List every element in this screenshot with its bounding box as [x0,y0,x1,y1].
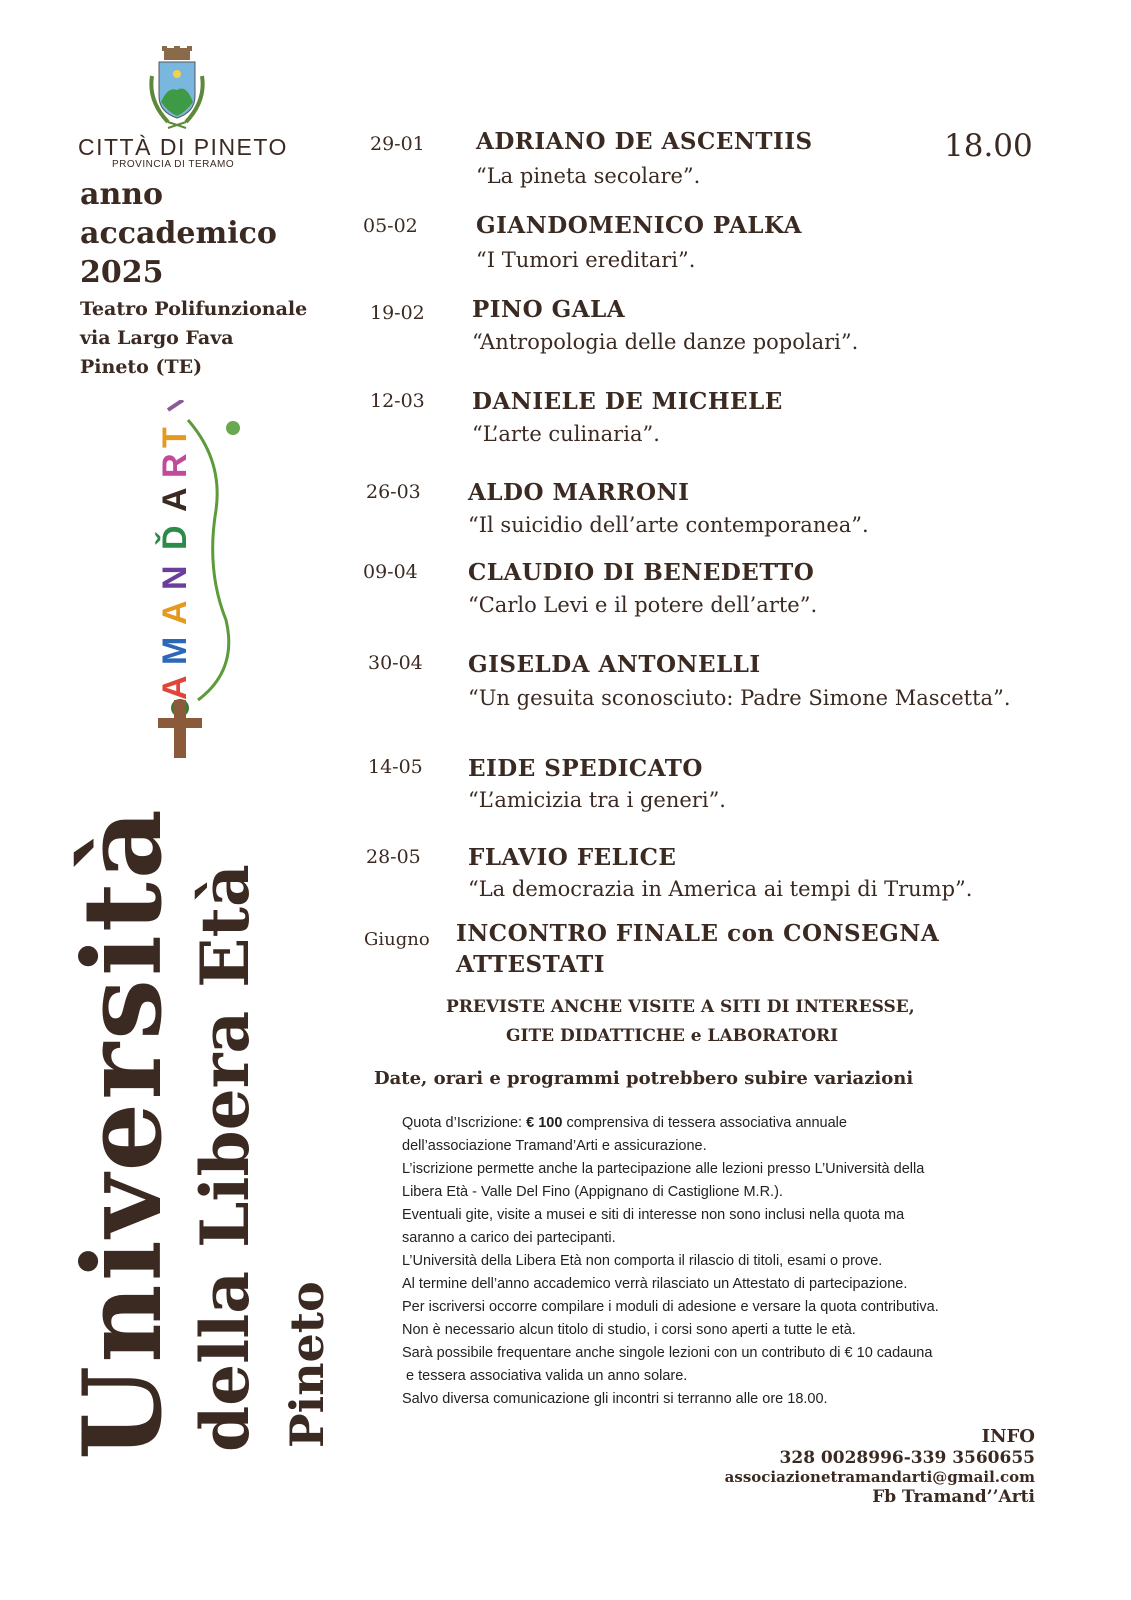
variations-note: Date, orari e programmi potrebbero subire variazioni [374,1068,914,1089]
info-line: L’Università della Libera Età non comporta il rilascio di titoli, esami o prove. [402,1253,883,1269]
info-line: Per iscriversi occorre compilare i moduli di adesione e versare la quota contributiva. [402,1299,939,1315]
lecture-speaker: ALDO MARRONI [468,479,690,506]
tramandarti-logo [128,400,250,760]
fee-prefix: Quota d’Iscrizione: [402,1115,527,1131]
lecture-topic: “Un gesuita sconosciuto: Padre Simone Mascetta”. [468,686,1011,710]
svg-text:N: N [156,565,194,590]
svg-text:A: A [156,675,194,700]
lecture-topic: “L’arte culinaria”. [472,422,660,446]
lecture-date: 30-04 [368,652,423,674]
fee-suffix: comprensiva di tessera associativa annuale [562,1115,847,1131]
info-line: Libera Età - Valle Del Fino (Appignano di Castiglione M.R.). [402,1184,783,1200]
visits-note-line-1: PREVISTE ANCHE VISITE A SITI DI INTERESSE, [446,997,915,1017]
svg-text:A: A [156,600,194,625]
lecture-speaker: PINO GALA [472,296,626,323]
final-meeting-date: Giugno [364,929,430,950]
academic-year-line-1: anno [80,177,164,212]
info-line: L’iscrizione permette anche la partecipazione alle lezioni presso L’Università della [402,1161,925,1177]
lecture-topic: “Il suicidio dell’arte contemporanea”. [468,513,869,537]
final-meeting-line-1: INCONTRO FINALE con CONSEGNA [456,920,940,947]
contact-label: INFO [981,1426,1035,1447]
contact-email[interactable]: associazionetramandarti@gmail.com [724,1468,1035,1486]
info-line: Al termine dell’anno accademico verrà rilasciato un Attestato di partecipazione. [402,1276,908,1292]
final-meeting-line-2: ATTESTATI [456,951,605,978]
svg-text:M: M [156,636,194,665]
lecture-topic: “Carlo Levi e il potere dell’arte”. [468,593,818,617]
svg-text:Ď: Ď [156,525,194,550]
province-name: PROVINCIA DI TERAMO [112,159,235,170]
lecture-date: 09-04 [363,561,418,583]
lecture-topic: “La democrazia in America ai tempi di Trump”. [468,877,973,901]
lecture-speaker: ADRIANO DE ASCENTIIS [476,128,813,155]
lecture-topic: “I Tumori ereditari”. [476,248,696,272]
svg-text:A: A [156,487,194,512]
lecture-date: 26-03 [366,481,421,503]
lecture-topic: “La pineta secolare”. [476,164,701,188]
info-line: e tessera associativa valida un anno solare. [402,1368,688,1384]
contact-facebook[interactable]: Fb Tramand’’Arti [872,1487,1035,1507]
info-line: Salvo diversa comunicazione gli incontri si terranno alle ore 18.00. [402,1391,828,1407]
lecture-date: 12-03 [370,390,425,412]
lecture-speaker: FLAVIO FELICE [468,844,677,871]
lecture-speaker: CLAUDIO DI BENEDETTO [468,559,815,586]
svg-text:R: R [156,453,194,478]
title-della-libera-eta: della Libera Età [186,864,264,1452]
lecture-speaker: GIANDOMENICO PALKA [476,212,802,239]
info-line: Eventuali gite, visite a musei e siti di interesse non sono inclusi nella quota ma [402,1207,905,1223]
lecture-topic: “L’amicizia tra i generi”. [468,788,726,812]
venue-line-3: Pineto (TE) [80,356,203,378]
svg-text:T: T [156,427,194,448]
lecture-topic: “Antropologia delle danze popolari”. [472,330,859,354]
info-line: Non è necessario alcun titolo di studio, i corsi sono aperti a tutte le età. [402,1322,856,1338]
visits-note-line-2: GITE DIDATTICHE e LABORATORI [506,1026,839,1046]
contact-phones: 328 0028996-339 3560655 [779,1448,1035,1468]
title-universita: Università [60,806,186,1460]
info-line: dell’associazione Tramand’Arti e assicurazione. [402,1138,707,1154]
lecture-time: 18.00 [944,128,1033,164]
lecture-speaker: GISELDA ANTONELLI [468,651,761,678]
fee-amount: € 100 [526,1115,563,1131]
venue-line-1: Teatro Polifunzionale [80,298,308,320]
fee-line [402,1115,847,1131]
lecture-date: 29-01 [370,133,425,155]
lecture-date: 14-05 [368,756,423,778]
lecture-speaker: EIDE SPEDICATO [468,755,703,782]
info-line: Sarà possibile frequentare anche singole lezioni con un contributo di € 10 cadauna [402,1345,933,1361]
lecture-date: 05-02 [363,215,418,237]
city-name: CITTÀ DI PINETO [78,134,288,160]
academic-year-line-3: 2025 [80,255,164,290]
title-pineto: Pineto [280,1281,334,1448]
academic-year-line-2: accademico [80,216,277,251]
venue-line-2: via Largo Fava [80,327,234,349]
city-crest-icon [146,46,208,130]
lecture-date: 28-05 [366,846,421,868]
info-line: saranno a carico dei partecipanti. [402,1230,616,1246]
lecture-date: 19-02 [370,302,425,324]
lecture-speaker: DANIELE DE MICHELE [472,388,783,415]
